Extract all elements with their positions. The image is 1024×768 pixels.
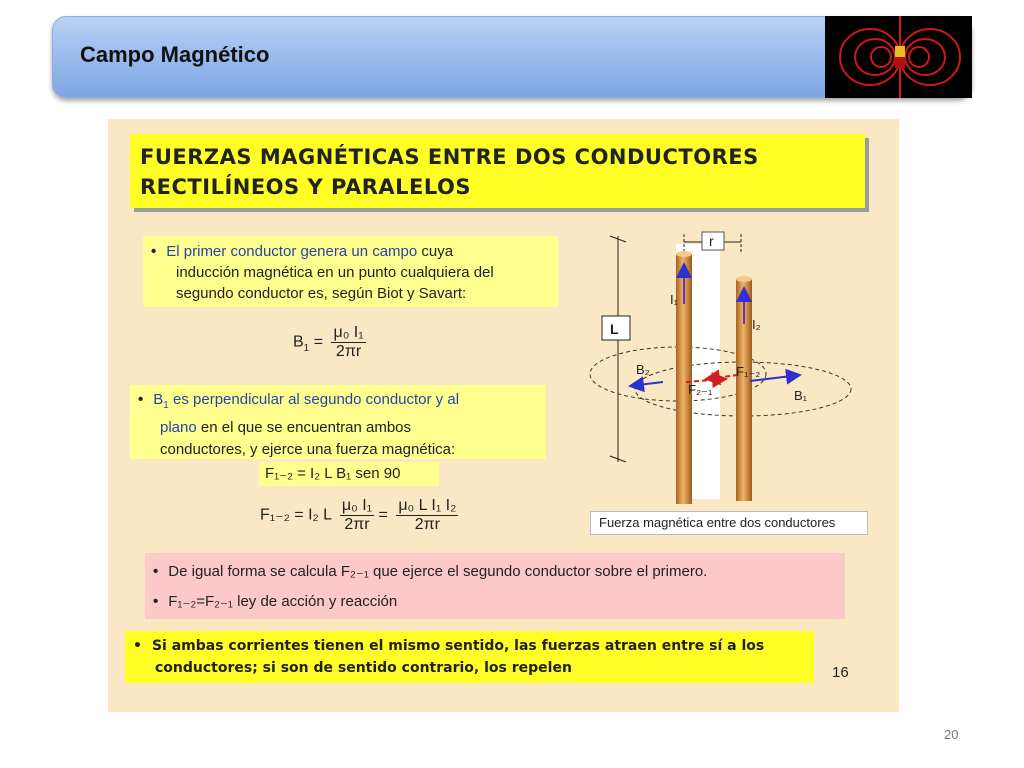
force-12-label: F₁₋₂: [736, 364, 761, 379]
box2-b1: B: [153, 391, 164, 408]
conclusion-line-1: Si ambas corrientes tienen el mismo sentido, las fuerzas atraen entre sí a los: [151, 638, 765, 654]
formula-b1-lhs: B: [293, 333, 304, 351]
box1-line3: segundo conductor es, según Biot y Savart:: [176, 285, 467, 302]
field-b2-label: B₂: [636, 362, 650, 377]
bullet: •: [138, 391, 144, 408]
conductors-diagram: [578, 224, 878, 509]
force-21-label: F₂₋₁: [688, 382, 713, 397]
field-lines-icon: [825, 16, 972, 98]
pink-line-1: De igual forma se calcula F₂₋₁ que ejerce el segundo conductor sobre el primero.: [168, 563, 708, 580]
formula-f12-lhs: F₁₋₂ = I₂ L: [260, 506, 332, 524]
box2-line1-rest: es perpendicular al segundo conductor y al: [168, 391, 460, 408]
length-label: L: [610, 321, 619, 337]
box1-line1-rest: cuya: [417, 243, 454, 260]
box2-b1-sub: 1: [163, 400, 169, 411]
distance-label: r: [709, 233, 714, 249]
current-2-label: I₂: [752, 317, 761, 332]
formula-f12-den1: 2πr: [344, 516, 370, 533]
slide-image: [108, 119, 899, 712]
diagram-caption: Fuerza magnética entre dos conductores: [590, 511, 868, 535]
box2-line2-blue: plano: [160, 419, 197, 436]
box2-line3: conductores, y ejerce una fuerza magnética:: [160, 441, 456, 458]
formula-f12-eq: =: [378, 506, 388, 524]
current-1-label: I₁: [670, 292, 678, 307]
bullet: •: [151, 243, 157, 260]
formula-f12: [260, 497, 458, 534]
formula-f12-num1: μ₀ I₁: [341, 497, 373, 514]
formula-b1-eq: =: [313, 333, 324, 351]
inner-slide-number: 16: [832, 664, 849, 681]
formula-f12-den2: 2πr: [414, 516, 440, 533]
formula-b1-den: 2πr: [335, 343, 362, 360]
page-title: Campo Magnético: [80, 42, 270, 67]
formula-b1-lhs-sub: 1: [303, 342, 310, 354]
magnetic-field-logo: [825, 16, 972, 98]
box2-line2-rest: en el que se encuentran ambos: [196, 419, 412, 436]
biot-savart-box: [143, 236, 558, 307]
field-b1-label: B₁: [794, 388, 808, 403]
formula-b1-num: μ₀ I₁: [333, 324, 364, 341]
field-b2-arrow: [630, 382, 663, 386]
heading-line-1: FUERZAS MAGNÉTICAS ENTRE DOS CONDUCTORES: [140, 145, 759, 169]
bullet: •: [153, 563, 159, 580]
pink-line-2: F₁₋₂=F₂₋₁ ley de acción y reacción: [168, 593, 398, 610]
conclusion-box: [125, 631, 814, 683]
reaction-box: [145, 553, 845, 619]
heading-box: [130, 134, 865, 208]
formula-b1: [293, 324, 366, 361]
perpendicular-box: [130, 385, 546, 459]
heading-line-2: RECTILÍNEOS Y PARALELOS: [140, 175, 471, 199]
box1-line2: inducción magnética en un punto cualquiera del: [176, 264, 494, 281]
page-number: 20: [944, 727, 959, 742]
bullet: •: [133, 638, 142, 654]
bullet: •: [153, 593, 159, 610]
force-formula-box: F₁₋₂ = I₂ L B₁ sen 90: [259, 462, 439, 486]
formula-f12-num2: μ₀ L I₁ I₂: [398, 497, 457, 514]
box1-line1-blue: El primer conductor genera un campo: [166, 243, 418, 260]
conclusion-line-2: conductores; si son de sentido contrario, los repelen: [155, 660, 572, 676]
